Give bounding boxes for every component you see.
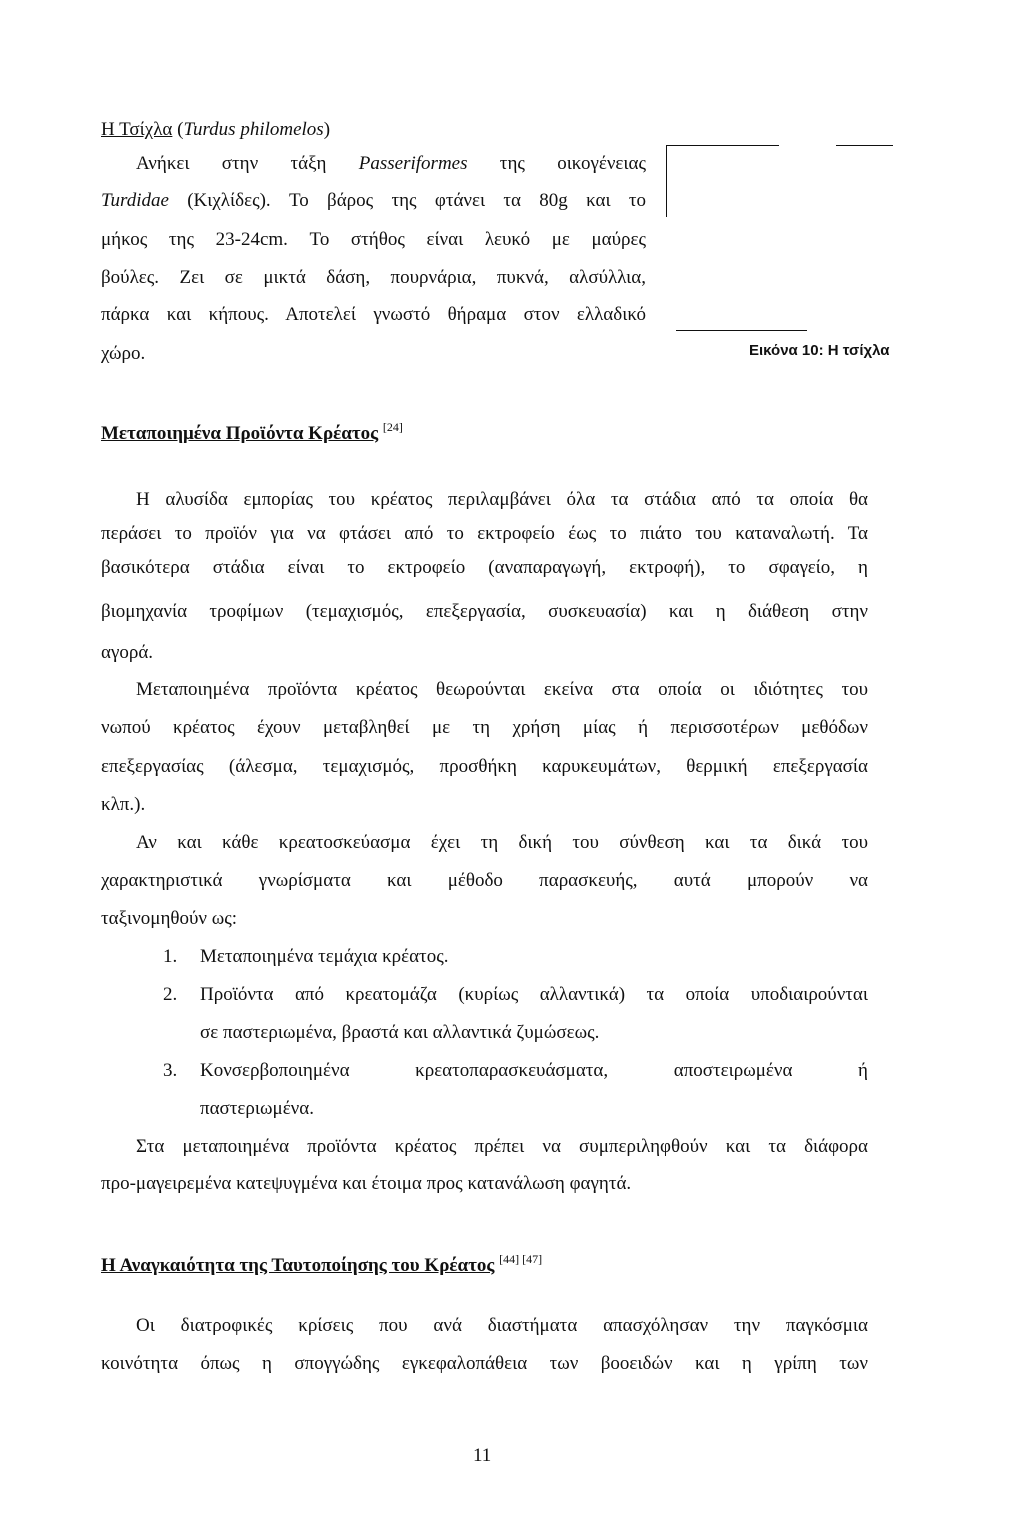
s1-p4-line-1: Στα μεταποιημένα προϊόντα κρέατος πρέπει να συμπεριληφθούν και τα διάφορα [136,1136,868,1157]
s1-p2-line-1: Μεταποιημένα προϊόντα κρέατος θεωρούνται εκείνα στα οποία οι ιδιότητες του [136,679,868,700]
s1-p4-line-2: προ-μαγειρεμένα κατεψυγμένα και έτοιμα προς κατανάλωση φαγητά. [101,1173,632,1194]
s1-p2-line-2: νωπού κρέατος έχουν μεταβληθεί με τη χρήση μίας ή περισσοτέρων μεθόδων [101,717,868,738]
s1-p3-line-3: ταξινομηθούν ως: [101,908,238,929]
figure-frame-top-right [836,145,893,146]
figure-frame-bottom [676,330,807,331]
list-item-1-number: 1. [163,946,178,967]
s1-p1-line-3: βασικότερα στάδια είναι το εκτροφείο (αναπαραγωγή, εκτροφή), το σφαγείο, η [101,557,868,578]
figure-caption: Εικόνα 10: Η τσίχλα [749,342,890,359]
s1-p2-line-4: κλπ.). [101,794,146,815]
thrush-line-1: Ανήκει στην τάξη Passeriformes της οικογένειας [136,153,646,174]
s1-p3-line-1: Αν και κάθε κρεατοσκεύασμα έχει τη δική του σύνθεση και τα δικά του [136,832,868,853]
s1-p1-line-1: Η αλυσίδα εμπορίας του κρέατος περιλαμβάνει όλα τα στάδια από τα οποία θα [136,489,868,510]
list-item-1-text: Μεταποιημένα τεμάχια κρέατος. [200,946,449,967]
list-item-2-text-2: σε παστεριωμένα, βραστά και αλλαντικά ζυμώσεως. [200,1022,600,1043]
s1-p3-line-2: χαρακτηριστικά γνωρίσματα και μέθοδο παρασκευής, αυτά μπορούν να [101,870,868,891]
list-item-3-text-2: παστεριωμένα. [200,1098,314,1119]
figure-frame-top [666,145,779,146]
section2-title: Η Αναγκαιότητα της Ταυτοποίησης του Κρέατος [44] [47] [101,1252,543,1276]
thrush-heading: Η Τσίχλα (Turdus philomelos) [101,119,331,140]
thrush-line-4: βούλες. Ζει σε μικτά δάση, πουρνάρια, πυκνά, αλσύλλια, [101,267,646,288]
s2-p1-line-1: Οι διατροφικές κρίσεις που ανά διαστήματα απασχόλησαν την παγκόσμια [136,1315,868,1336]
thrush-line-5: πάρκα και κήπους. Αποτελεί γνωστό θήραμα στον ελλαδικό [101,304,646,325]
s1-p1-line-5: αγορά. [101,642,154,663]
thrush-heading-latin: Turdus philomelos [183,119,324,140]
thrush-line-6: χώρο. [101,343,146,364]
thrush-line-3: μήκος της 23-24cm. Το στήθος είναι λευκό με μαύρες [101,229,646,250]
figure-frame-left [666,145,667,217]
s2-p1-line-2: κοινότητα όπως η σπογγώδης εγκεφαλοπάθεια των βοοειδών και η γρίπη των [101,1353,868,1374]
list-item-2-text-1: Προϊόντα από κρεατομάζα (κυρίως αλλαντικά) τα οποία υποδιαιρούνται [200,984,868,1005]
thrush-line-2: Turdidae (Κιχλίδες). Το βάρος της φτάνει τα 80g και το [101,190,646,211]
s1-p2-line-3: επεξεργασίας (άλεσμα, τεμαχισμός, προσθήκη καρυκευμάτων, θερμική επεξεργασία [101,756,868,777]
list-item-2-number: 2. [163,984,178,1005]
s1-p1-line-4: βιομηχανία τροφίμων (τεμαχισμός, επεξεργασία, συσκευασία) και η διάθεση στην [101,601,868,622]
section2-ref: [44] [47] [499,1252,543,1266]
list-item-3-number: 3. [163,1060,178,1081]
thrush-heading-main: Η Τσίχλα [101,119,173,140]
page-number: 11 [473,1445,492,1466]
section1-title: Μεταποιημένα Προϊόντα Κρέατος [24] [101,420,403,444]
section1-ref: [24] [382,420,403,434]
s1-p1-line-2: περάσει το προϊόν για να φτάσει από το εκτροφείο έως το πιάτο του καταναλωτή. Τα [101,523,868,544]
list-item-3-text-1: Κονσερβοποιημένα κρεατοπαρασκευάσματα, αποστειρωμένα ή [200,1060,868,1081]
